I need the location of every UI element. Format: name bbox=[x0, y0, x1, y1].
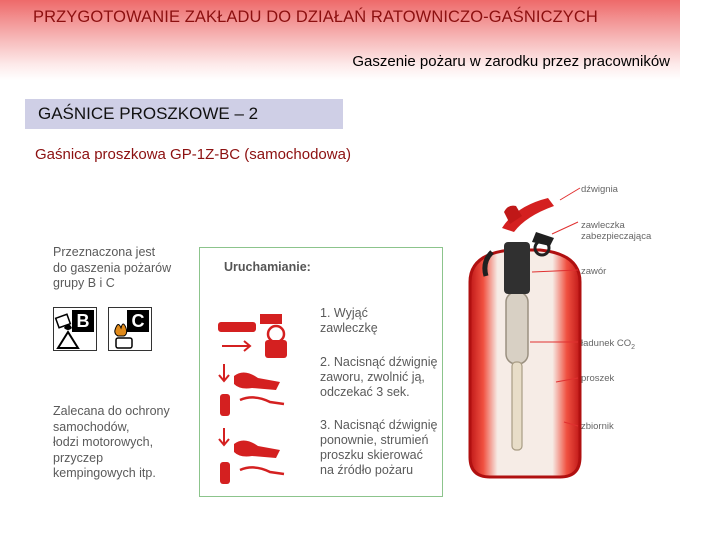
step-3-text bbox=[320, 418, 442, 478]
step-line: proszku skierować bbox=[320, 448, 423, 462]
label-co2-cartridge bbox=[581, 338, 635, 351]
press-lever-illustration bbox=[210, 360, 302, 420]
label-tank: zbiornik bbox=[581, 421, 614, 432]
step-line: 3. Nacisnąć dźwignię bbox=[320, 418, 438, 432]
recommended-line: przyczep bbox=[53, 450, 104, 465]
recommended-line: łodzi motorowych, bbox=[53, 435, 154, 449]
label-co2-subscript: 2 bbox=[631, 343, 636, 351]
step-line: zawleczkę bbox=[320, 321, 378, 335]
discharge-illustration bbox=[210, 424, 302, 488]
label-valve: zawór bbox=[581, 266, 607, 277]
step-2-text bbox=[320, 355, 442, 400]
recommended-line: Zalecana do ochrony bbox=[53, 404, 170, 418]
step-1-text bbox=[320, 306, 442, 336]
fire-class-letter: C bbox=[127, 310, 149, 332]
step-line: 1. Wyjąć bbox=[320, 306, 368, 320]
step-line: odczekać 3 sek. bbox=[320, 385, 410, 399]
intended-line: do gaszenia pożarów bbox=[53, 260, 172, 275]
label-safety-pin-line: zawleczka bbox=[581, 220, 625, 231]
intended-line: grupy B i C bbox=[53, 276, 115, 290]
intended-use-text bbox=[53, 245, 193, 292]
step-line: zaworu, zwolnić ją, bbox=[320, 370, 425, 384]
section-title: GAŚNICE PROSZKOWE – 2 bbox=[38, 104, 259, 123]
step-line: na źródło pożaru bbox=[320, 463, 414, 477]
label-safety-pin bbox=[581, 220, 651, 242]
pull-pin-illustration bbox=[210, 302, 302, 362]
page-subtitle: Gaszenie pożaru w zarodku przez pracowników bbox=[352, 53, 670, 70]
label-co2-text: ładunek CO bbox=[581, 338, 632, 349]
intended-line: Przeznaczona jest bbox=[53, 245, 156, 259]
label-lever: dźwignia bbox=[581, 184, 618, 195]
page-title: PRZYGOTOWANIE ZAKŁADU DO DZIAŁAŃ RATOWNICZO-GAŚNICZYCH bbox=[33, 8, 598, 26]
item-title: Gaśnica proszkowa GP-1Z-BC (samochodowa) bbox=[35, 146, 351, 163]
label-powder: proszek bbox=[581, 373, 615, 384]
instructions-heading: Uruchamianie: bbox=[224, 260, 311, 274]
instructions-panel bbox=[199, 247, 443, 497]
recommended-line: samochodów, bbox=[53, 419, 130, 434]
recommended-line: kempingowych itp. bbox=[53, 466, 156, 480]
step-line: 2. Nacisnąć dźwignię bbox=[320, 355, 438, 369]
label-safety-pin-line: zabezpieczająca bbox=[581, 231, 652, 242]
step-line: ponownie, strumień bbox=[320, 433, 429, 447]
fire-class-b-icon bbox=[53, 307, 97, 351]
recommended-use-text bbox=[53, 404, 188, 482]
fire-class-letter: B bbox=[72, 310, 94, 332]
fire-class-c-icon bbox=[108, 307, 152, 351]
